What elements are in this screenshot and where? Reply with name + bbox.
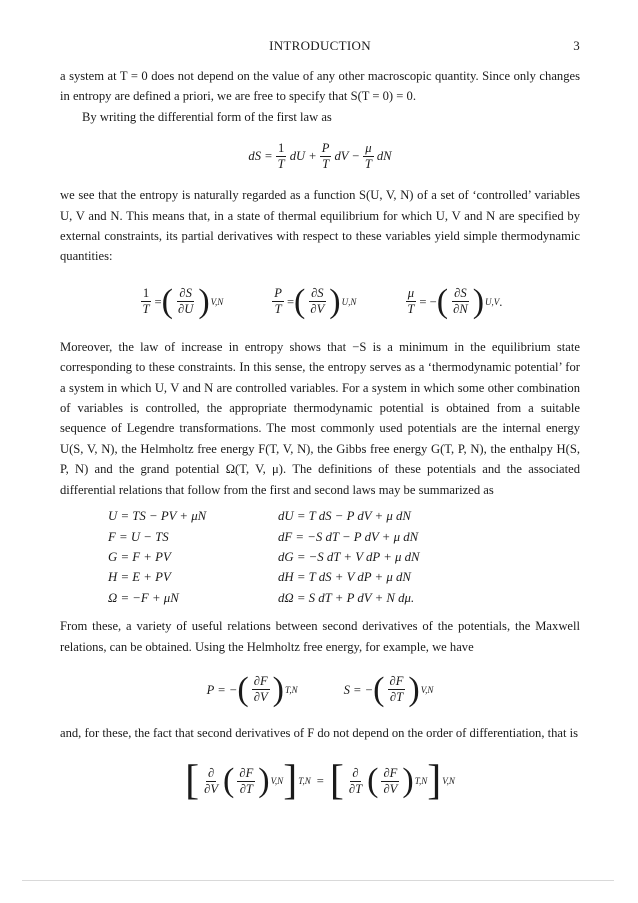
- potential-differential: dF = −S dT − P dV + μ dN: [278, 529, 419, 544]
- paren-open: (: [367, 762, 379, 800]
- table-row: [108, 506, 580, 526]
- table-row: [108, 588, 580, 608]
- eq-lhs: P = −: [206, 682, 238, 697]
- eq-period: .: [499, 294, 503, 309]
- bracket-open: [: [185, 758, 200, 805]
- paren-close: ): [408, 670, 420, 708]
- subscript: U,V: [485, 296, 500, 307]
- paren-close: ): [329, 282, 341, 320]
- fraction: $\frac{\partial S}{\partial U}$: [177, 286, 194, 317]
- equation-partial-derivatives: [60, 267, 580, 337]
- fraction: $\frac{\partial S}{\partial N}$: [453, 286, 468, 317]
- paren-open: (: [223, 762, 235, 800]
- eq-term: dU +: [289, 149, 317, 164]
- potential-definition: U = TS − PV + μN: [108, 509, 207, 524]
- bracket-open: [: [329, 758, 344, 805]
- potential-definition: F = U − TS: [108, 529, 169, 544]
- potentials-table: [108, 506, 580, 608]
- equation-maxwell-relation: [60, 743, 580, 819]
- fraction: $\frac{1}{T}$: [142, 286, 150, 317]
- fraction: $\frac{\partial}{\partial V}$: [204, 765, 219, 796]
- potential-differential: dH = T dS + V dP + μ dN: [278, 570, 411, 585]
- page-header: [60, 38, 580, 58]
- potential-differential: dU = T dS − P dV + μ dN: [278, 509, 411, 524]
- potential-definition: Ω = −F + μN: [108, 590, 179, 605]
- potential-definition: G = F + PV: [108, 549, 171, 564]
- eq-term: dV −: [334, 149, 360, 164]
- paren-open: (: [237, 670, 249, 708]
- eq-sign: = −: [419, 294, 437, 309]
- eq-lhs: dS =: [248, 149, 273, 164]
- eq-sign: =: [316, 774, 324, 789]
- subscript: V,N: [420, 684, 434, 695]
- table-row: [108, 547, 580, 567]
- paren-open: (: [373, 670, 385, 708]
- eq-term: dN: [376, 149, 392, 164]
- paren-close: ): [472, 282, 485, 320]
- eq-sign: =: [286, 294, 295, 309]
- page-number: 3: [573, 38, 580, 53]
- fraction: $\frac{\partial}{\partial T}$: [348, 765, 363, 796]
- fraction: $\frac{\partial S}{\partial V}$: [310, 286, 325, 317]
- fraction: $\frac{\mu}{T}$: [364, 140, 372, 171]
- paren-close: ): [198, 282, 210, 320]
- table-row: [108, 527, 580, 547]
- paren-open: (: [436, 282, 449, 320]
- bracket-close: ]: [427, 758, 442, 805]
- subscript: T,N: [414, 776, 428, 787]
- fraction: $\frac{1}{T}$: [277, 140, 285, 171]
- subscript: V,N: [270, 776, 284, 787]
- fraction: $\frac{\mu}{T}$: [407, 286, 415, 317]
- fraction: $\frac{P}{T}$: [274, 286, 282, 317]
- subscript: V,N: [442, 776, 455, 787]
- subscript: U,N: [341, 296, 357, 307]
- fraction: $\frac{\partial F}{\partial T}$: [239, 765, 254, 796]
- paren-close: ): [258, 762, 270, 800]
- potential-definition: H = E + PV: [108, 570, 171, 585]
- paragraph-2: By writing the differential form of the first law as: [82, 109, 332, 124]
- potential-differential: dΩ = S dT + P dV + N dμ.: [278, 590, 415, 605]
- equation-first-law: [60, 127, 580, 185]
- paren-open: (: [294, 282, 306, 320]
- fraction: $\frac{\partial F}{\partial V}$: [383, 765, 398, 796]
- subscript: T,N: [298, 776, 311, 787]
- equation-helmholtz-derivatives: [60, 657, 580, 723]
- table-row: [108, 567, 580, 587]
- paren-close: ): [272, 670, 284, 708]
- fraction: $\frac{\partial F}{\partial V}$: [253, 674, 268, 705]
- eq-sign: =: [154, 294, 162, 309]
- paren-open: (: [161, 282, 173, 320]
- paragraph-5: From these, a variety of useful relations between second derivatives of the potentials, the Maxwell relations, can be obtained. Using the Helmholtz free energy, for example, we have: [60, 619, 580, 654]
- fraction: $\frac{\partial F}{\partial T}$: [389, 674, 404, 705]
- paragraph-6: and, for these, the fact that second derivatives of F do not depend on the order of differentiation, that is: [60, 725, 579, 740]
- running-head: INTRODUCTION: [269, 38, 371, 53]
- page-body: [60, 66, 580, 819]
- potential-differential: dG = −S dT + V dP + μ dN: [278, 549, 420, 564]
- bracket-close: ]: [283, 758, 298, 805]
- subscript: T,N: [284, 684, 298, 695]
- fraction: $\frac{P}{T}$: [321, 140, 330, 171]
- paragraph-3: we see that the entropy is naturally regarded as a function S(U, V, N) of a set of ‘controlled’ variables U, V and N. This means that, in a state of thermal equilibrium for which U, V and N are specified by external constraints, its partial derivatives with respect to these variables yield simple thermodynamic quantities:: [60, 188, 580, 264]
- footer-rule: [22, 880, 614, 881]
- paragraph-1: a system at T = 0 does not depend on the value of any other macroscopic quantity. Since only changes in entropy are defined a priori, we are free to specify that S(T = 0) = 0.: [60, 69, 580, 104]
- eq-lhs: S = −: [343, 682, 374, 697]
- subscript: V,N: [210, 296, 224, 307]
- paragraph-4: Moreover, the law of increase in entropy shows that −S is a minimum in the equilibrium state corresponding to these constraints. In this sense, the entropy serves as a ‘thermodynamic potential’ for a system in which U, V and N are controlled variables. For a system in which some other combination of variables is controlled, the appropriate thermodynamic potential is obtained from a suitable sequence of Legendre transformations. The most commonly used potentials are the internal energy U(S, V, N), the Helmholtz free energy F(T, V, N), the Gibbs free energy G(T, P, N), the enthalpy H(S, P, N) and the grand potential Ω(T, V, μ). The definitions of these potentials and the associated differential relations that follow from the first and second laws may be summarized as: [60, 339, 580, 497]
- paren-close: ): [402, 762, 414, 800]
